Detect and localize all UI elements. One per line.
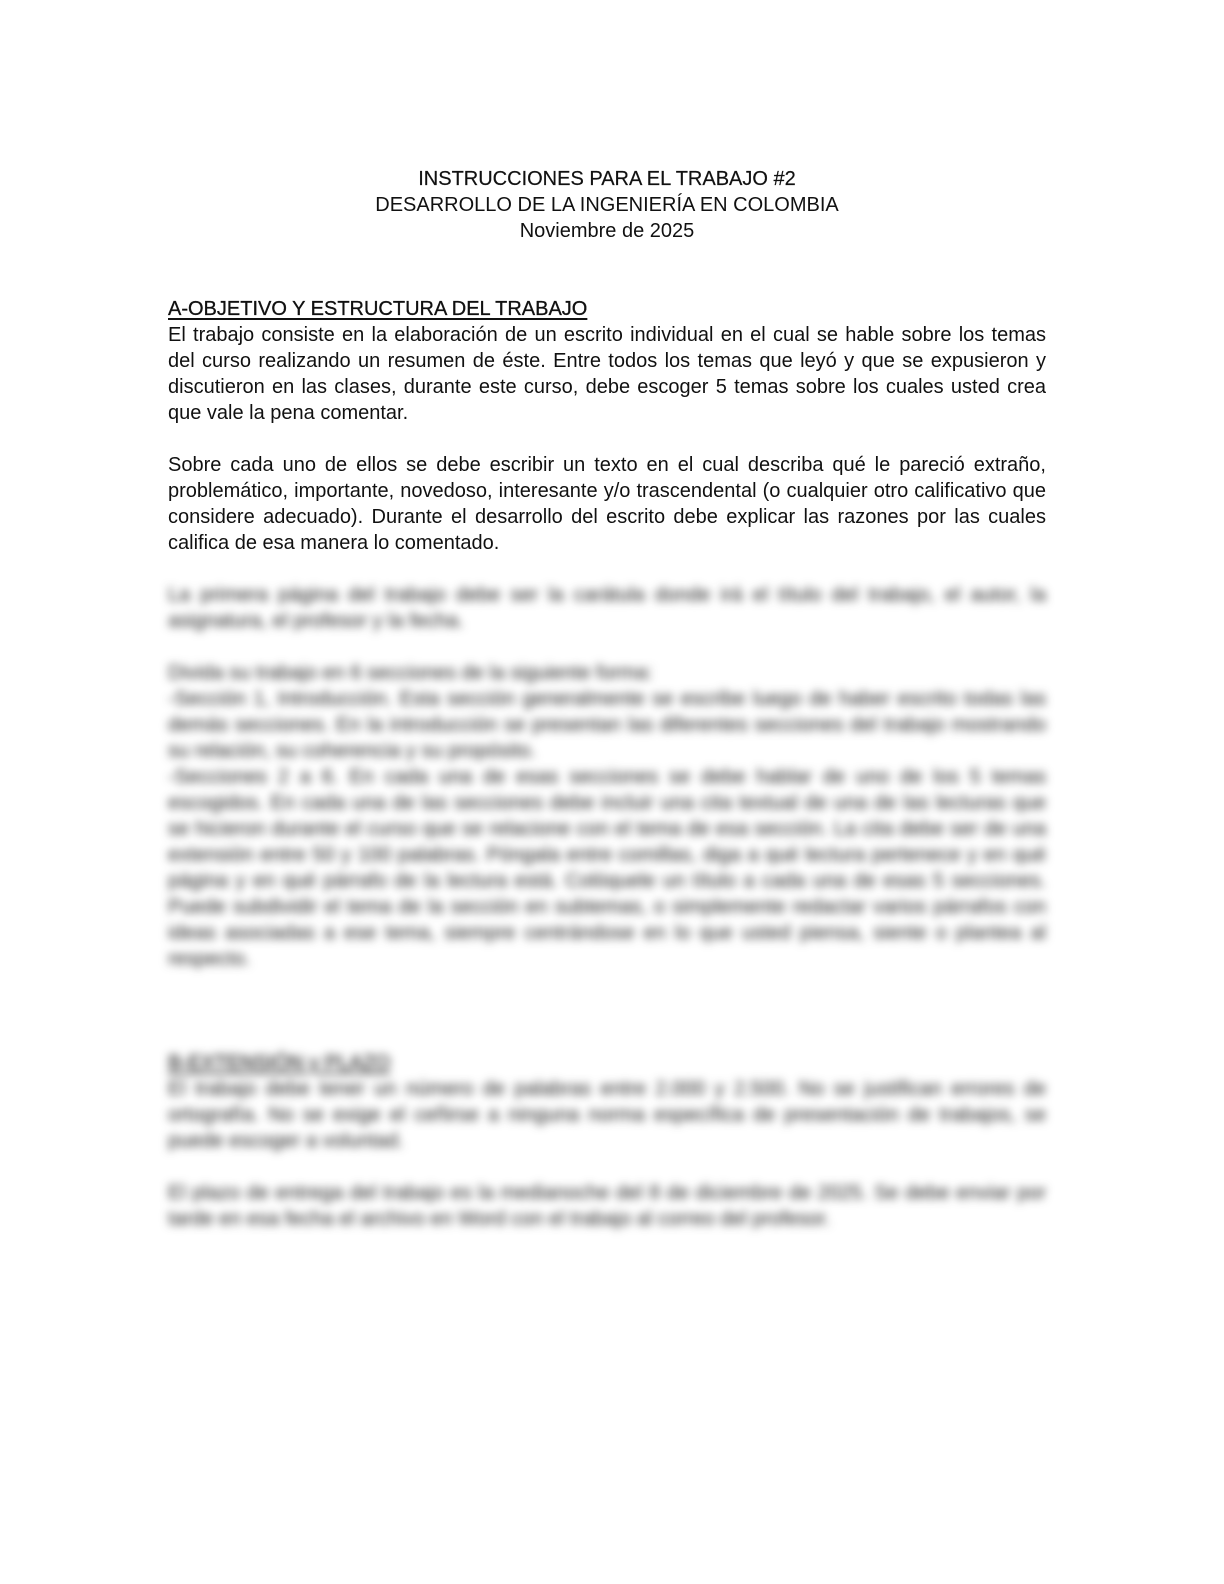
document-subtitle: DESARROLLO DE LA INGENIERÍA EN COLOMBIA [375, 194, 839, 216]
document-date: Noviembre de 2025 [519, 220, 695, 242]
document-header [168, 166, 1046, 244]
section-a-paragraph-3: La primera página del trabajo debe ser la carátula donde irá el título del trabajo, el autor, la asignatura, el profesor y la fecha. [168, 584, 1046, 632]
paragraph-gap [168, 426, 1046, 452]
section-gap [168, 972, 1046, 1024]
section-a-paragraph-4-line-2: -Sección 1, Introducción. Esta sección generalmente se escribe luego de haber escrito todas las demás secciones. En la introducción se presentan las diferentes secciones del trabajo mostrando su relación, su coherencia y su propósito. [168, 688, 1046, 762]
document-page [168, 166, 1046, 1232]
section-a-paragraph-4-line-1: Divida su trabajo en 6 secciones de la siguiente forma: [168, 662, 653, 684]
paragraph-gap [168, 1154, 1046, 1180]
section-b-paragraph-2: El plazo de entrega del trabajo es la medianoche del 8 de diciembre de 2025. Se debe enviar por tarde en esa fecha el archivo en Word con el trabajo al correo del profesor. [168, 1182, 1046, 1230]
paragraph-gap [168, 556, 1046, 582]
section-a-paragraph-1: El trabajo consiste en la elaboración de un escrito individual en el cual se hable sobre los temas del curso realizando un resumen de éste. Entre todos los temas que leyó y que se expusieron y discutieron en las clases, durante este curso, debe escoger 5 temas sobre los cuales usted crea que vale la pena comentar. [168, 324, 1046, 424]
section-gap [168, 1024, 1046, 1050]
document-title: INSTRUCCIONES PARA EL TRABAJO #2 [418, 168, 796, 190]
section-b-paragraph-1: El trabajo debe tener un número de palabras entre 2.000 y 2.500. No se justifican errores de ortografía. No se exige el ceñirse a ninguna norma específica de presentación de trabajos, se puede escoger a voluntad. [168, 1078, 1046, 1152]
section-a-paragraph-4-line-3: -Secciones 2 a 6. En cada una de esas secciones se debe hablar de uno de los 5 temas escogidos. En cada una de las secciones debe incluir una cita textual de una de las lecturas que se hicieron durante el curso que se relacione con el tema de esa sección. La cita debe ser de una extensión entre 50 y 100 palabras. Póngala entre comillas, diga a qué lectura pertenece y en qué página y en qué párrafo de la lectura está. Colóquele un título a cada una de esas 5 secciones. Puede subdividir el tema de la sección en subtemas, o simplemente redactar varios párrafos con ideas asociadas a ese tema, siempre centrándose en lo que usted piensa, siente o plantea al respecto. [168, 766, 1046, 970]
blurred-content [168, 582, 1046, 1232]
section-b-heading: B-EXTENSIÓN y PLAZO [168, 1052, 391, 1074]
section-a-paragraph-2: Sobre cada uno de ellos se debe escribir un texto en el cual describa qué le pareció extraño, problemático, importante, novedoso, interesante y/o trascendental (o cualquier otro calificativo que considere adecuado). Durante el desarrollo del escrito debe explicar las razones por las cuales califica de esa manera lo comentado. [168, 454, 1046, 554]
paragraph-gap [168, 634, 1046, 660]
section-a-heading: A-OBJETIVO Y ESTRUCTURA DEL TRABAJO [168, 298, 588, 320]
